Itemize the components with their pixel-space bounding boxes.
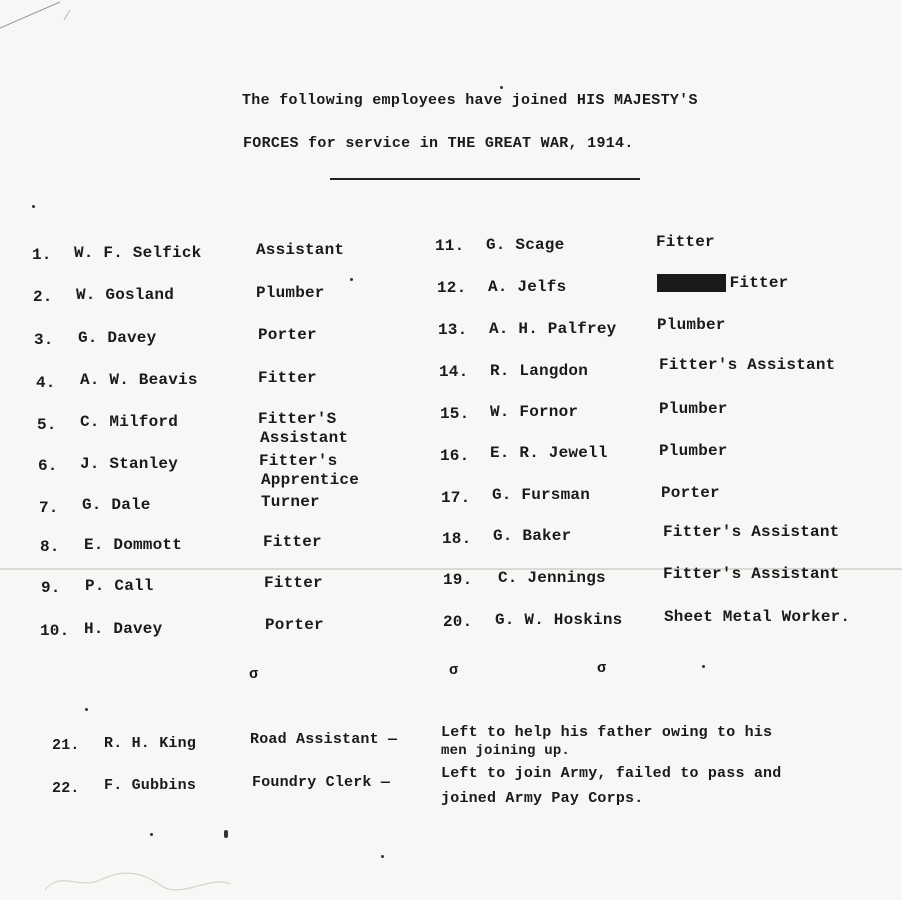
employee-role: Porter — [265, 616, 324, 634]
item-number: 22. — [52, 780, 80, 797]
employee-role: Plumber — [659, 442, 728, 460]
employee-name: R. Langdon — [490, 362, 589, 380]
employee-name: F. Gubbins — [104, 777, 197, 794]
employee-role-line-2: Apprentice — [261, 471, 360, 489]
item-number: 12. — [437, 279, 467, 297]
employee-name: E. Dommott — [84, 536, 183, 554]
item-number: 18. — [442, 530, 472, 548]
employee-role: Fitter's Assistant — [659, 356, 836, 374]
employee-role: Fitter's Assistant — [663, 565, 840, 583]
ink-speck — [500, 86, 503, 89]
item-number: 14. — [439, 363, 469, 381]
employee-role: Plumber — [657, 316, 726, 334]
employee-name: C. Jennings — [498, 569, 606, 587]
employee-role: Fitter'S — [258, 410, 337, 428]
item-number: 19. — [443, 571, 473, 589]
employee-role: Plumber — [256, 284, 325, 302]
item-number: 13. — [438, 321, 468, 339]
departure-reason-line-2: joined Army Pay Corps. — [441, 790, 644, 807]
item-number: 6. — [38, 457, 58, 475]
employee-role: Porter — [258, 326, 317, 344]
item-number: 5. — [37, 416, 57, 434]
employee-name: J. Stanley — [80, 455, 179, 473]
employee-name: H. Davey — [84, 620, 163, 638]
employee-name: R. H. King — [104, 735, 197, 752]
employee-role: Porter — [661, 484, 720, 502]
employee-role: Foundry Clerk — — [252, 774, 391, 791]
item-number: 8. — [40, 538, 60, 556]
item-number: 21. — [52, 737, 80, 754]
heading-line-1: The following employees have joined HIS MAJESTY'S — [242, 92, 698, 109]
employee-name: G. Davey — [78, 329, 157, 347]
item-number: 11. — [435, 237, 465, 255]
item-number: 1. — [32, 246, 52, 264]
employee-name: P. Call — [85, 577, 154, 595]
item-number: 20. — [443, 613, 473, 631]
employee-role: Fitter — [656, 233, 715, 251]
faint-pencil-mark — [40, 860, 240, 896]
employee-role: Sheet Metal Worker. — [664, 608, 851, 626]
employee-name: A. W. Beavis — [80, 371, 198, 389]
ink-speck — [85, 708, 88, 711]
employee-role: Fitter — [263, 533, 322, 551]
item-number: 10. — [40, 622, 70, 640]
item-number: 15. — [440, 405, 470, 423]
item-number: 16. — [440, 447, 470, 465]
separator-symbol: σ — [449, 662, 459, 679]
departure-reason-line-1: Left to help his father owing to his — [441, 724, 773, 741]
item-number: 2. — [33, 288, 53, 306]
employee-name: A. H. Palfrey — [489, 320, 617, 338]
item-number: 7. — [39, 499, 59, 517]
item-number: 17. — [441, 489, 471, 507]
employee-role-with-correction — [657, 274, 788, 292]
separator-symbol: σ — [597, 660, 607, 677]
employee-name: G. W. Hoskins — [495, 611, 623, 629]
item-number: 3. — [34, 331, 54, 349]
departure-reason-line-1: Left to join Army, failed to pass and — [441, 765, 782, 782]
item-number: 4. — [36, 374, 56, 392]
corner-fold-mark — [0, 0, 80, 30]
employee-role: Fitter's — [259, 452, 338, 470]
ink-speck — [150, 833, 153, 836]
ink-speck — [32, 205, 35, 208]
employee-role: Fitter — [264, 574, 323, 592]
employee-name: G. Fursman — [492, 486, 591, 504]
employee-role-line-2: Assistant — [260, 429, 349, 447]
ink-speck — [350, 278, 353, 281]
ink-speck — [702, 665, 705, 668]
employee-role: Fitter's Assistant — [663, 523, 840, 541]
employee-name: W. F. Selfick — [74, 244, 202, 262]
separator-symbol: σ — [249, 666, 259, 683]
employee-name: G. Dale — [82, 496, 151, 514]
employee-name: E. R. Jewell — [490, 444, 608, 462]
employee-role: Road Assistant — — [250, 731, 398, 748]
employee-role: Turner — [261, 493, 320, 511]
employee-name: G. Baker — [493, 527, 572, 545]
heading-line-2: FORCES for service in THE GREAT WAR, 1914. — [243, 135, 634, 152]
ink-speck — [381, 855, 384, 858]
employee-name: C. Milford — [80, 413, 179, 431]
employee-role: Fitter — [258, 369, 317, 387]
employee-name: W. Fornor — [490, 403, 579, 421]
employee-role: Assistant — [256, 241, 345, 259]
struck-out-word: Plumber — [657, 274, 726, 292]
heading-underline — [330, 178, 640, 180]
employee-role: Plumber — [659, 400, 728, 418]
departure-reason-line-2: men joining up. — [441, 743, 571, 759]
employee-role: Fitter — [729, 274, 789, 292]
employee-name: G. Scage — [486, 236, 565, 254]
ink-speck — [224, 830, 228, 838]
employee-name: W. Gosland — [76, 286, 175, 304]
employee-name: A. Jelfs — [488, 278, 567, 296]
item-number: 9. — [41, 579, 61, 597]
